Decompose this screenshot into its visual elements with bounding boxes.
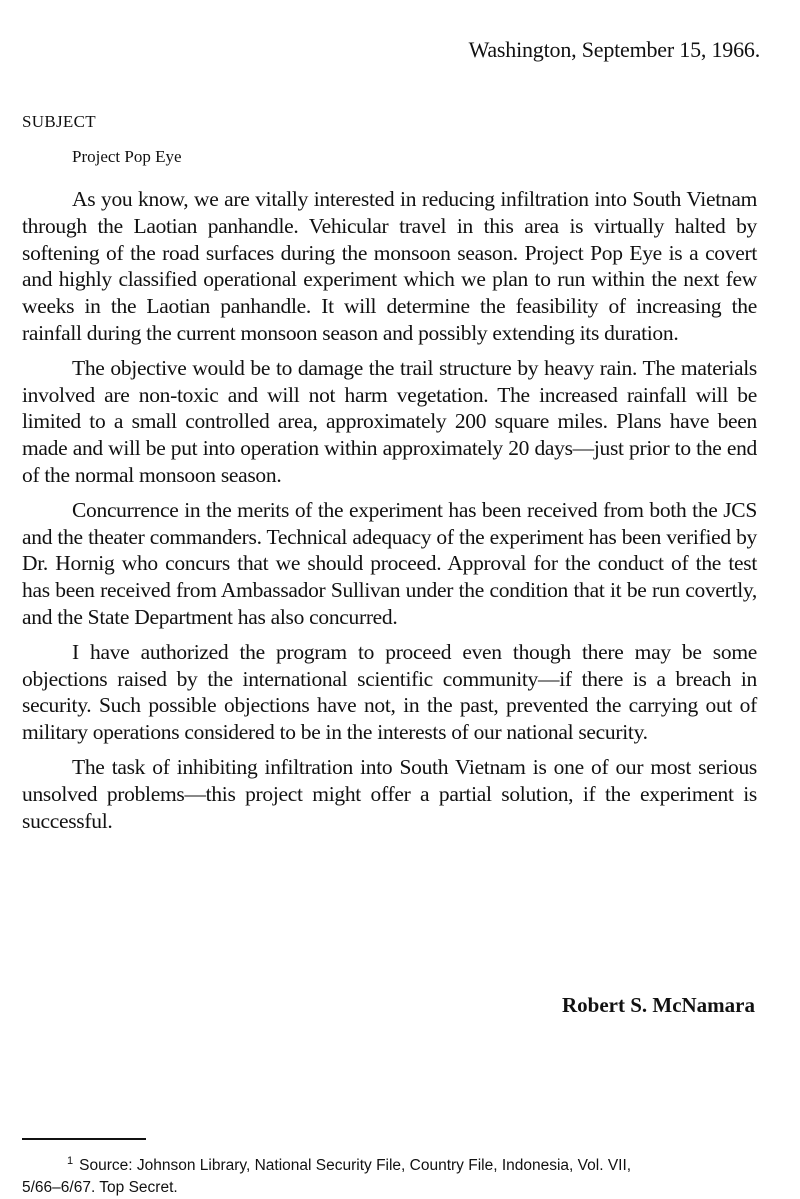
footnote-line-1 (22, 1155, 757, 1177)
footnote-line-2: 5/66–6/67. Top Secret. (22, 1179, 178, 1196)
body-paragraph-5: The task of inhibiting infiltration into South Vietnam is one of our most serious unsolved problems—this project might offer a partial solution, if the experiment is successful. (22, 754, 757, 833)
footnote-marker: 1 (67, 1154, 74, 1167)
footnote-divider (22, 1138, 146, 1140)
subject-label: SUBJECT (22, 112, 96, 131)
subject-value: Project Pop Eye (72, 147, 182, 166)
dateline: Washington, September 15, 1966. (468, 37, 760, 62)
body-paragraph-2: The objective would be to damage the trail structure by heavy rain. The materials involved are non-toxic and will not harm vegetation. The increased rainfall will be limited to a small controlled area, approximately 200 square miles. Plans have been made and will be put into operation within approximately 20 days—just prior to the end of the normal monsoon season. (22, 355, 757, 487)
signature: Robert S. McNamara (561, 993, 755, 1017)
body-paragraph-3: Concurrence in the merits of the experiment has been received from both the JCS and the theater commanders. Technical adequacy of the experiment has been verified by Dr. Hornig who concurs that we should proceed. Approval for the conduct of the test has been received from Ambassador Sullivan under the condition that it be run covertly, and the State Department has also concurred. (22, 497, 757, 629)
footnote (22, 1155, 757, 1199)
footnote-source-text: Source: Johnson Library, National Security File, Country File, Indonesia, Vol. VII, (79, 1157, 632, 1174)
body-paragraph-4: I have authorized the program to proceed even though there may be some objections raised by the international scientific community—if there is a breach in security. Such possible objections have not, in the past, prevented the carrying out of military operations considered to be in the interests of our national security. (22, 639, 757, 745)
body-paragraph-1: As you know, we are vitally interested in reducing infiltration into South Vietnam through the Laotian panhandle. Vehicular travel in this area is virtually halted by softening of the road surfaces during the monsoon season. Project Pop Eye is a covert and highly classified operational experiment which we plan to run within the next few weeks in the Laotian panhandle. It will determine the feasibility of increasing the rainfall during the current monsoon season and possibly extending its duration. (22, 187, 757, 345)
memo-body (22, 186, 757, 842)
